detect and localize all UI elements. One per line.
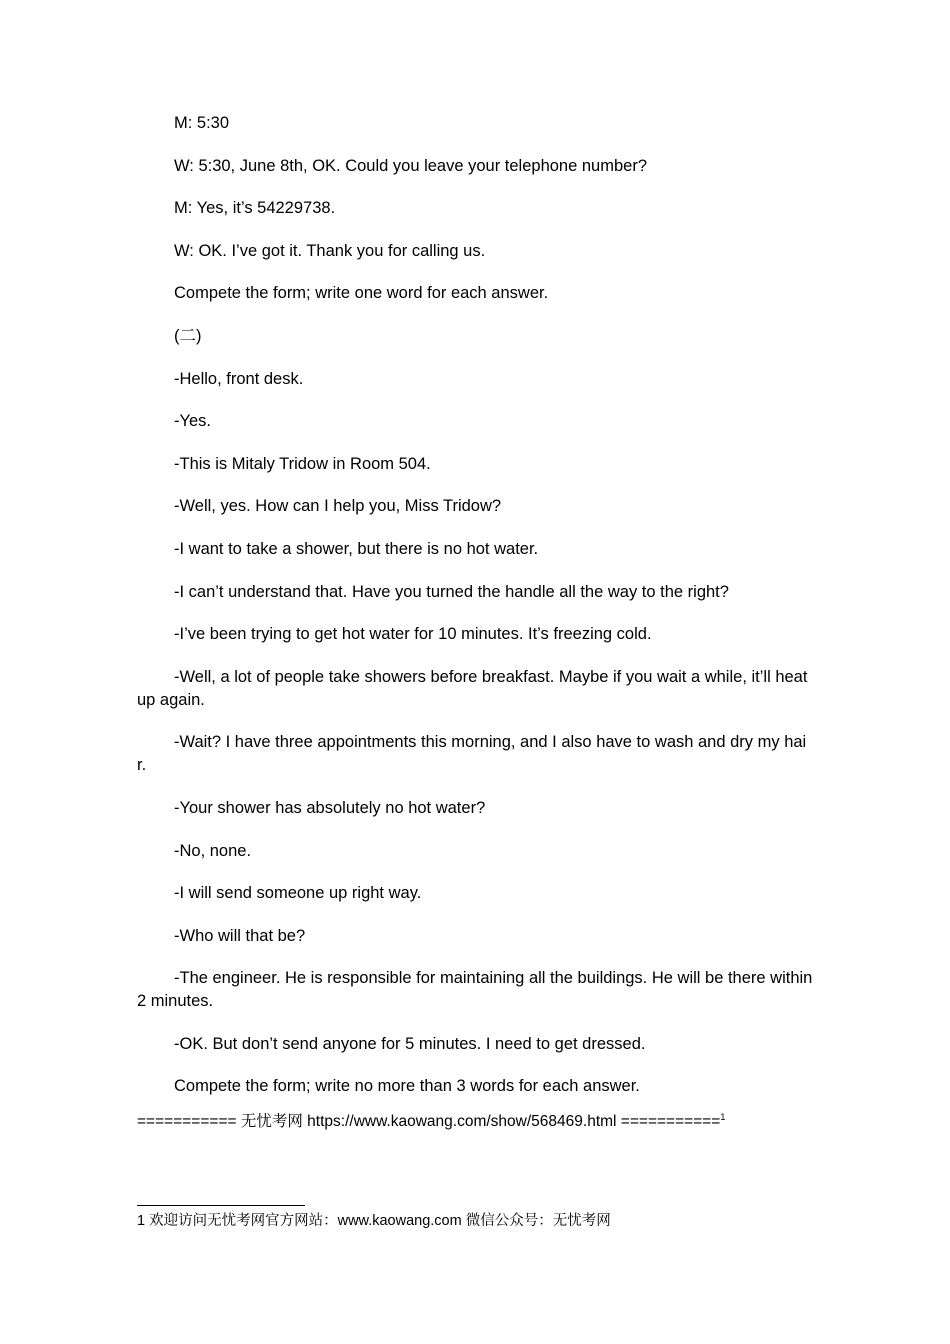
dialogue-line: -This is Mitaly Tridow in Room 504. — [174, 454, 431, 473]
dialogue-line: W: OK. I’ve got it. Thank you for calling us. — [174, 241, 486, 260]
dialogue-line: -Who will that be? — [174, 926, 306, 945]
dialogue-line: M: 5:30 — [174, 114, 230, 132]
dialogue-line: -OK. But don’t send anyone for 5 minutes. I need to get dressed. — [174, 1034, 646, 1053]
source-link-line[interactable] — [137, 1112, 813, 1132]
instruction-line: Compete the form; write one word for each answer. — [174, 284, 549, 303]
footnote-reference: 1 — [720, 1111, 726, 1122]
section-heading: (二) — [174, 326, 202, 345]
dialogue-line: -Well, a lot of people take showers before breakfast. Maybe if you wait a while, it’ll heat up again. — [137, 667, 808, 709]
instruction-line: Compete the form; write no more than 3 words for each answer. — [174, 1077, 640, 1096]
document-body — [137, 112, 813, 1132]
dialogue-line: -Yes. — [174, 412, 211, 431]
dialogue-line: -The engineer. He is responsible for maintaining all the buildings. He will be there within 2 minutes. — [137, 969, 813, 1011]
dialogue-line: -I’ve been trying to get hot water for 10 minutes. It’s freezing cold. — [174, 625, 652, 644]
dialogue-line: -I want to take a shower, but there is no hot water. — [174, 539, 539, 558]
dialogue-line: -Wait? I have three appointments this morning, and I also have to wash and dry my hair. — [137, 733, 807, 775]
dialogue-line: -Hello, front desk. — [174, 369, 304, 388]
footnote-text: 1 欢迎访问无忧考网官方网站：www.kaowang.com 微信公众号：无忧考网 — [137, 1213, 611, 1229]
dialogue-line: -I can’t understand that. Have you turned the handle all the way to the right? — [174, 582, 729, 601]
dialogue-line: -Well, yes. How can I help you, Miss Tridow? — [174, 497, 502, 516]
dialogue-line: M: Yes, it’s 54229738. — [174, 199, 336, 218]
dialogue-line: -I will send someone up right way. — [174, 884, 422, 903]
dialogue-line: W: 5:30, June 8th, OK. Could you leave your telephone number? — [174, 156, 647, 175]
dialogue-line: -Your shower has absolutely no hot water? — [174, 798, 486, 817]
footnote-divider — [137, 1205, 305, 1206]
source-link-text[interactable]: =========== 无忧考网 https://www.kaowang.com/show/568469.html =========== — [137, 1113, 721, 1131]
dialogue-line: -No, none. — [174, 841, 252, 860]
